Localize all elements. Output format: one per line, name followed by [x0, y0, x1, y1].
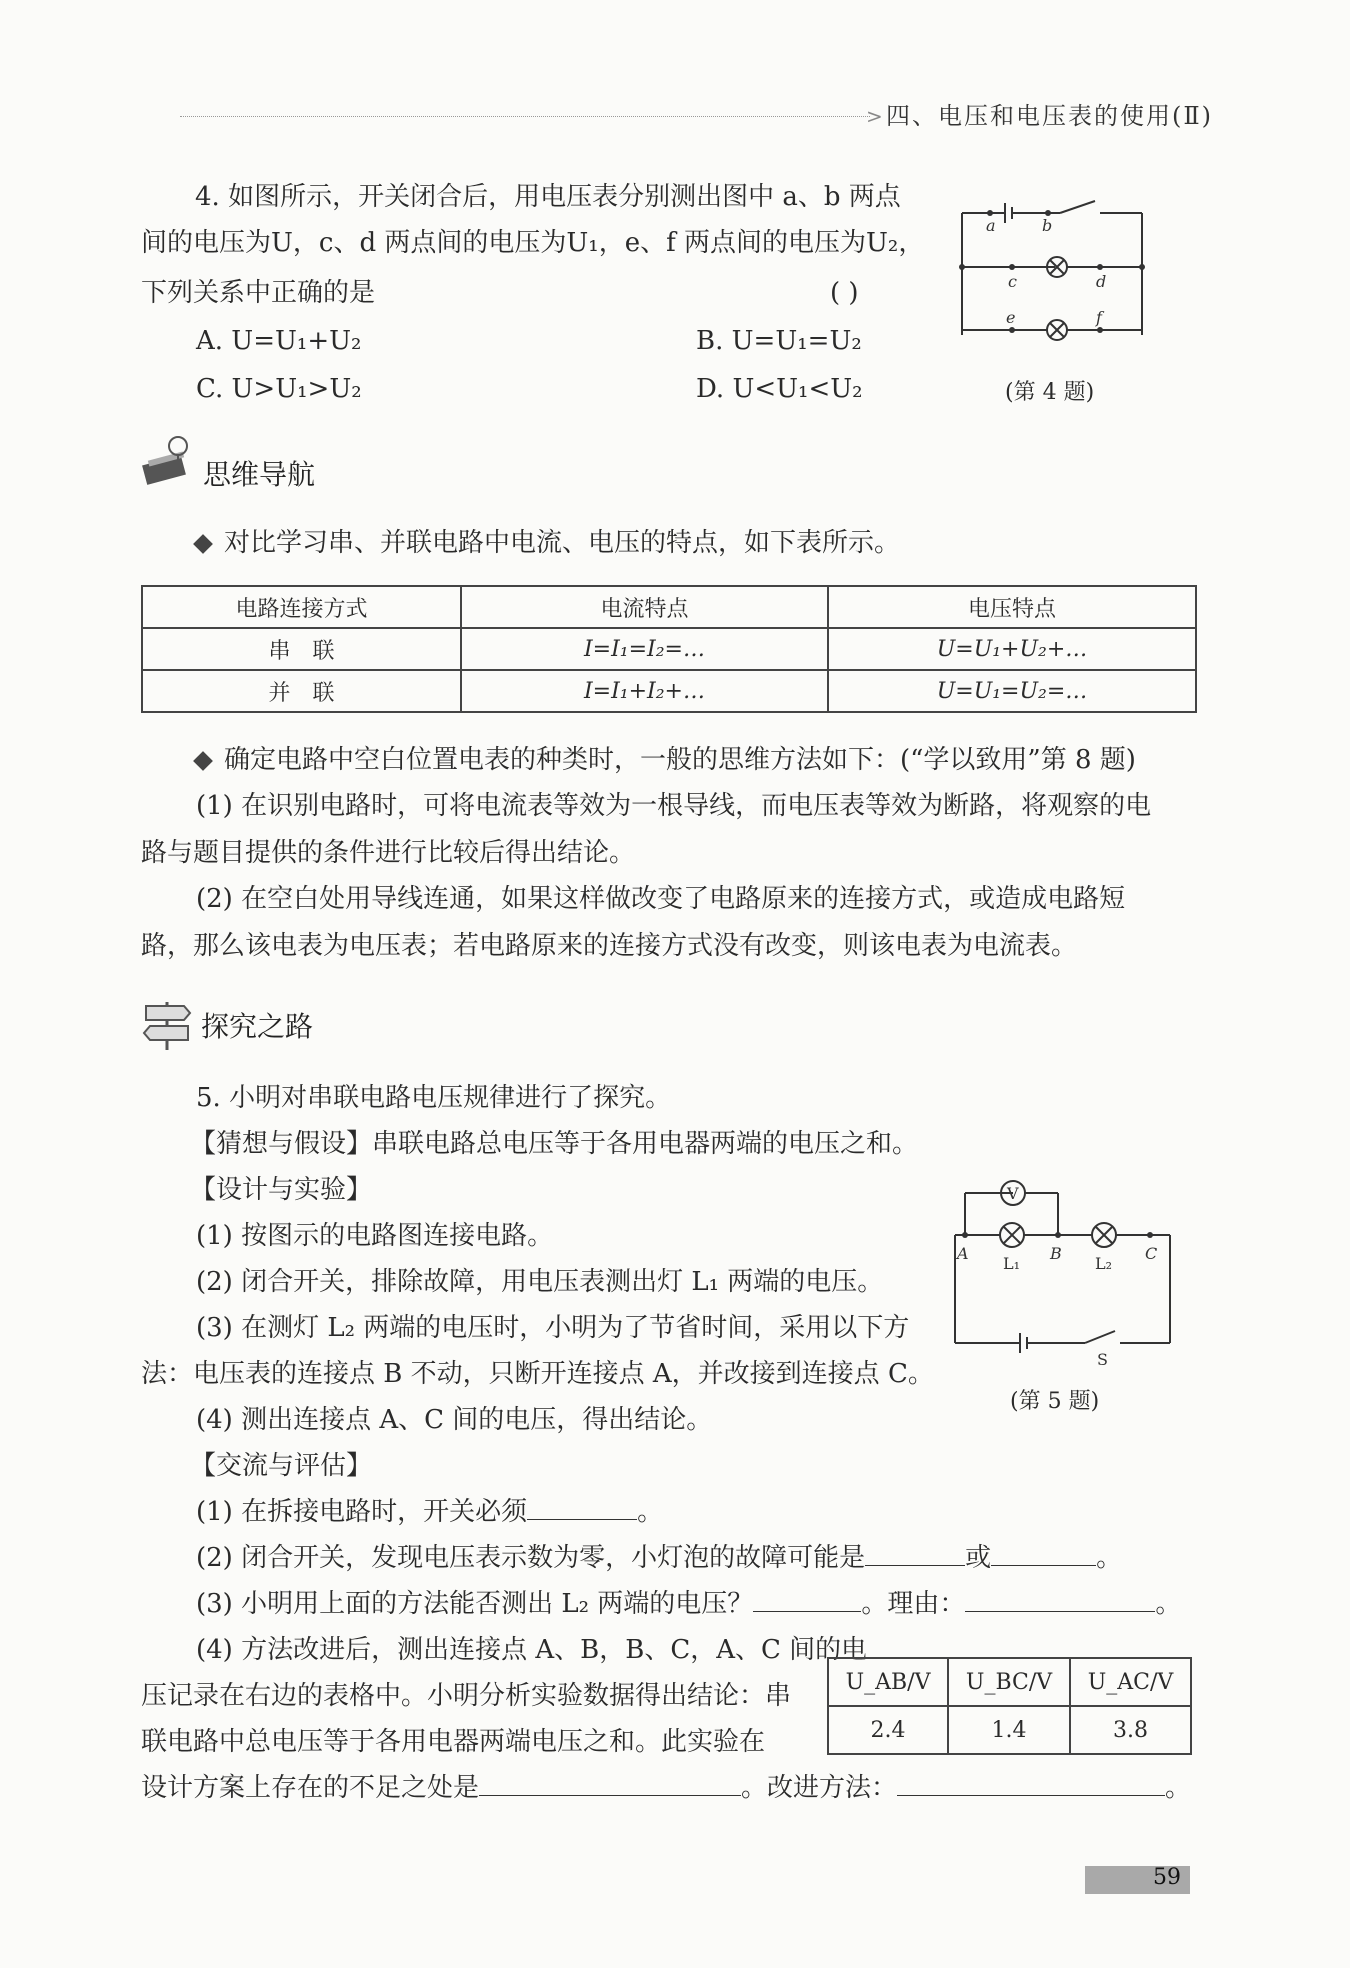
- q4-label-c: c: [1008, 272, 1017, 291]
- diamond-bullet-icon: [193, 751, 213, 771]
- voltmeter-label: V: [1007, 1184, 1019, 1203]
- q4-option-c[interactable]: C. U>U₁>U₂: [196, 374, 362, 404]
- q5-line3: 【设计与实验】: [190, 1175, 373, 1205]
- section-title-explore: 探究之路: [201, 1010, 314, 1043]
- q4-label-e: e: [1006, 308, 1016, 327]
- q4-option-d[interactable]: D. U<U₁<U₂: [696, 374, 863, 404]
- diamond-bullet-icon: [193, 534, 213, 554]
- q5-eval-2-text: (2) 闭合开关，发现电压表示数为零，小灯泡的故障可能是: [196, 1543, 866, 1573]
- q5-eval-1-text: (1) 在拆接电路时，开关必须: [196, 1497, 528, 1527]
- q5-eval-4a: (4) 方法改进后，测出连接点 A、B，B、C，A、C 间的电: [196, 1635, 868, 1665]
- switch-label: S: [1097, 1350, 1108, 1365]
- period: 。: [1155, 1589, 1182, 1619]
- table-cell: 2.4: [828, 1706, 948, 1754]
- q4-label-d: d: [1096, 272, 1107, 291]
- method-p1b: 路与题目提供的条件进行比较后得出结论。: [141, 838, 636, 868]
- header-title: 四、电压和电压表的使用(Ⅱ): [886, 102, 1214, 130]
- table-header-cell: U_AB/V: [828, 1658, 948, 1706]
- answer-blank[interactable]: [527, 1489, 637, 1520]
- table-cell: U=U₁+U₂+…: [828, 628, 1196, 670]
- table-cell: 1.4: [948, 1706, 1070, 1754]
- q5-line7: 法：电压表的连接点 B 不动，只断开连接点 A，并改接到连接点 C。: [141, 1359, 934, 1389]
- period: 。: [1096, 1543, 1123, 1573]
- page-number: 59: [1153, 1865, 1181, 1890]
- table-row: [828, 1658, 1191, 1706]
- lamp-l2-label: L₂: [1095, 1254, 1113, 1273]
- comparison-table: [141, 585, 1197, 713]
- table-row: [142, 670, 1196, 712]
- q5-line9: 【交流与评估】: [190, 1451, 373, 1481]
- table-header-cell: 电流特点: [461, 586, 828, 628]
- table-cell: 串 联: [142, 628, 461, 670]
- table-cell: I=I₁+I₂+…: [461, 670, 828, 712]
- table-row: [142, 628, 1196, 670]
- table-header-cell: U_AC/V: [1070, 1658, 1191, 1706]
- q5-eval-2-or: 或: [965, 1543, 992, 1573]
- voltage-data-table: [827, 1657, 1192, 1755]
- q5-eval-4d: [141, 1765, 1191, 1811]
- table-cell: U=U₁=U₂=…: [828, 670, 1196, 712]
- q4-line1: 4. 如图所示，开关闭合后，用电压表分别测出图中 a、b 两点: [195, 182, 901, 212]
- q4-answer-paren: ( ): [830, 278, 859, 308]
- q5-line5: (2) 闭合开关，排除故障，用电压表测出灯 L₁ 两端的电压。: [196, 1267, 884, 1297]
- q5-eval-4c: 联电路中总电压等于各用电器两端电压之和。此实验在: [141, 1727, 766, 1757]
- q5-line6: (3) 在测灯 L₂ 两端的电压时，小明为了节省时间，采用以下方: [196, 1313, 910, 1343]
- q5-eval-3-reason: 。理由：: [861, 1589, 966, 1619]
- q5-eval-4b: 压记录在右边的表格中。小明分析实验数据得出结论：串: [141, 1681, 792, 1711]
- q4-line2: 间的电压为U，c、d 两点间的电压为U₁，e、f 两点间的电压为U₂，: [141, 228, 925, 258]
- q5-circuit-diagram: [945, 1175, 1180, 1365]
- q4-label-f: f: [1096, 308, 1102, 327]
- compare-intro: [196, 520, 900, 566]
- method-p2a: (2) 在空白处用导线连通，如果这样做改变了电路原来的连接方式，或造成电路短: [196, 884, 1126, 914]
- answer-blank[interactable]: [897, 1765, 1165, 1796]
- answer-blank[interactable]: [479, 1765, 741, 1796]
- table-cell: 3.8: [1070, 1706, 1191, 1754]
- period: 。: [637, 1497, 664, 1527]
- table-row: [142, 586, 1196, 628]
- q4-caption: (第 4 题): [1005, 380, 1095, 405]
- idea-lightbulb-icon: [138, 432, 196, 488]
- q5-eval-3: [196, 1581, 1181, 1627]
- q5-label-a: A: [957, 1244, 969, 1263]
- table-header-cell: U_BC/V: [948, 1658, 1070, 1706]
- method-p2b: 路，那么该电表为电压表；若电路原来的连接方式没有改变，则该电表为电流表。: [141, 931, 1078, 961]
- answer-blank[interactable]: [753, 1581, 861, 1612]
- compare-intro-text: 对比学习串、并联电路中电流、电压的特点，如下表所示。: [224, 528, 901, 558]
- method-p1a: (1) 在识别电路时，可将电流表等效为一根导线，而电压表等效为断路，将观察的电: [196, 791, 1152, 821]
- q5-eval-3-text: (3) 小明用上面的方法能否测出 L₂ 两端的电压？: [196, 1589, 754, 1619]
- answer-blank[interactable]: [865, 1535, 965, 1566]
- table-cell: 并 联: [142, 670, 461, 712]
- q5-label-b: B: [1050, 1244, 1062, 1263]
- q5-line8: (4) 测出连接点 A、C 间的电压，得出结论。: [196, 1405, 713, 1435]
- q5-line4: (1) 按图示的电路图连接电路。: [196, 1221, 554, 1251]
- q5-eval-4d-text: 设计方案上存在的不足之处是: [141, 1773, 480, 1803]
- q4-circuit-diagram: [950, 195, 1150, 345]
- method-intro: [196, 737, 1136, 783]
- q4-option-b[interactable]: B. U=U₁=U₂: [696, 326, 862, 356]
- q5-caption: (第 5 题): [1010, 1389, 1100, 1414]
- q5-line1: 5. 小明对串联电路电压规律进行了探究。: [196, 1083, 672, 1113]
- q5-eval-4d-improve: 。改进方法：: [741, 1773, 898, 1803]
- q4-option-a[interactable]: A. U=U₁+U₂: [196, 326, 362, 356]
- header-rule: [180, 116, 870, 117]
- table-header-cell: 电路连接方式: [142, 586, 461, 628]
- answer-blank[interactable]: [991, 1535, 1096, 1566]
- lamp-l1-label: L₁: [1003, 1254, 1021, 1273]
- q4-label-a: a: [986, 216, 996, 235]
- q5-eval-2: [196, 1535, 1122, 1581]
- period: 。: [1165, 1773, 1192, 1803]
- method-intro-text: 确定电路中空白位置电表的种类时，一般的思维方法如下：(“学以致用”第 8 题): [224, 745, 1136, 775]
- q5-line2: 【猜想与假设】串联电路总电压等于各用电器两端的电压之和。: [190, 1129, 919, 1159]
- table-header-cell: 电压特点: [828, 586, 1196, 628]
- signpost-icon: [140, 996, 194, 1052]
- table-row: [828, 1706, 1191, 1754]
- q5-eval-1: [196, 1489, 663, 1535]
- section-title-thinking: 思维导航: [203, 458, 316, 491]
- answer-blank[interactable]: [965, 1581, 1155, 1612]
- header-arrow-icon: >: [866, 104, 883, 128]
- table-cell: I=I₁=I₂=…: [461, 628, 828, 670]
- q4-line3: 下列关系中正确的是: [141, 278, 376, 308]
- q5-label-c: C: [1145, 1244, 1158, 1263]
- q4-label-b: b: [1042, 216, 1053, 235]
